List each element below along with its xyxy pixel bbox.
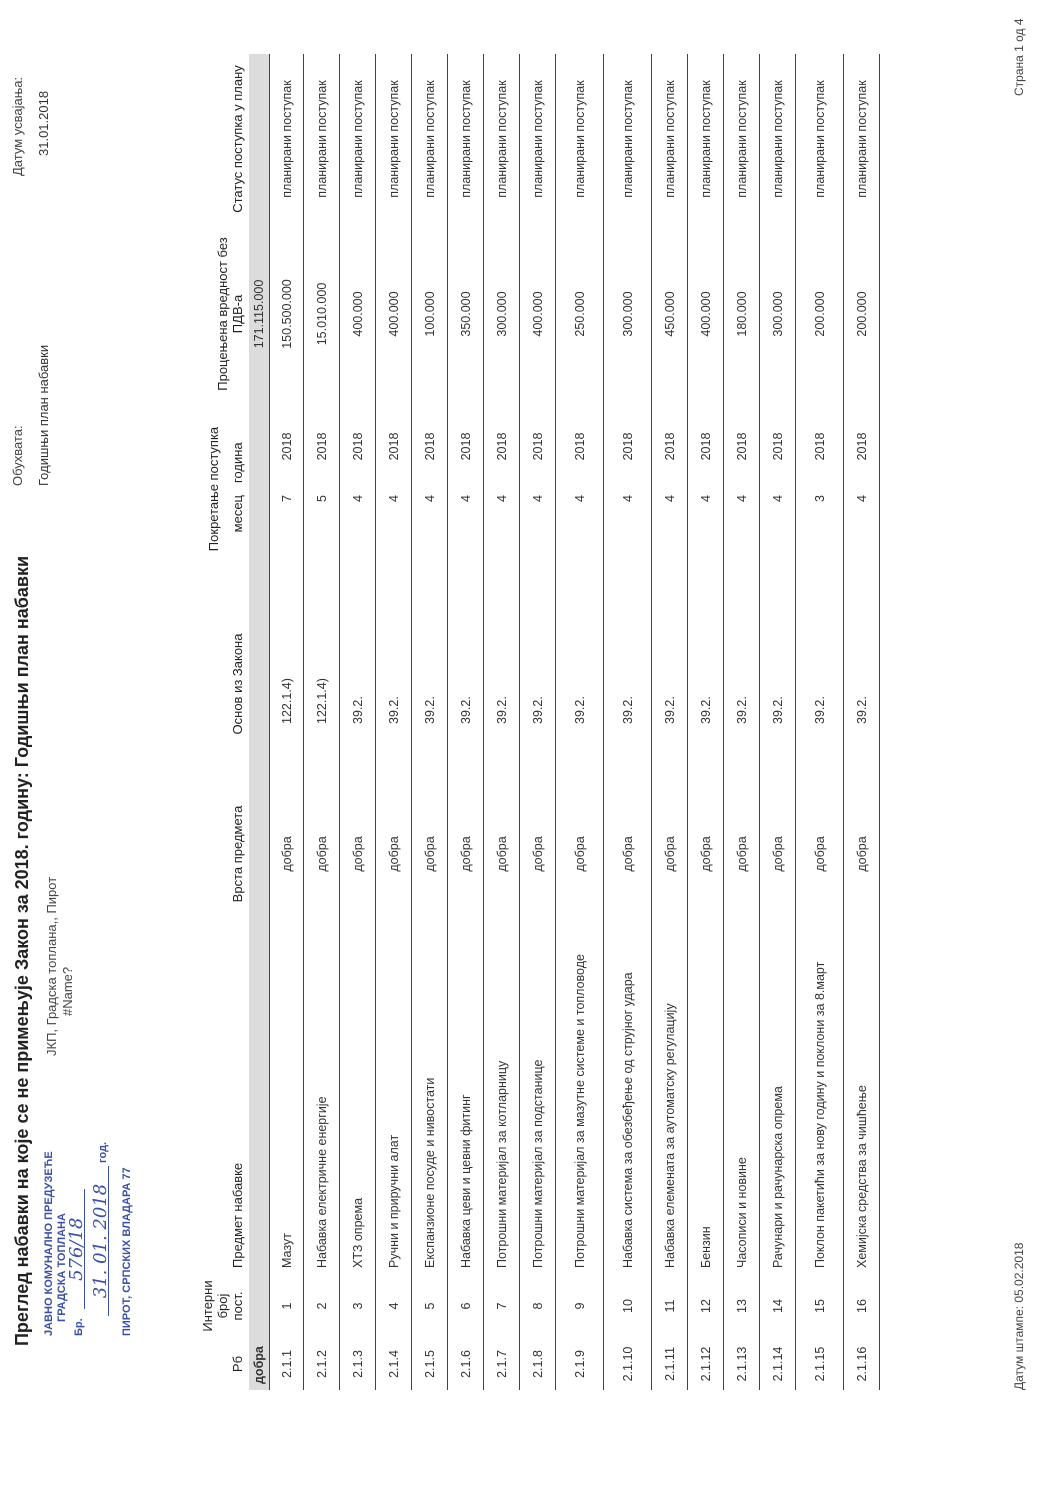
row-estimated-value: 200.000 xyxy=(844,224,880,404)
row-estimated-value: 400.000 xyxy=(340,224,376,404)
row-year: 2018 xyxy=(688,404,724,489)
name-field: #Name? xyxy=(60,966,75,1016)
row-subject: Набавка елемената за аутоматску регулацију xyxy=(652,914,688,1274)
row-month: 4 xyxy=(604,489,652,574)
row-month: 4 xyxy=(652,489,688,574)
row-rb: 2.1.14 xyxy=(760,1338,796,1390)
row-status: планирани поступак xyxy=(760,54,796,224)
scope-label: Обухвата: xyxy=(10,425,25,486)
category-total: 171.115.000 xyxy=(249,224,270,404)
row-month: 4 xyxy=(412,489,448,574)
row-internal-number: 7 xyxy=(484,1274,520,1338)
row-month: 7 xyxy=(270,489,304,574)
row-rb: 2.1.3 xyxy=(340,1338,376,1390)
stamp-line-1: ЈАВНО КОМУНАЛНО ПРЕДУЗЕЋЕ xyxy=(43,1151,55,1336)
table-row xyxy=(304,54,340,1390)
row-month: 4 xyxy=(724,489,760,574)
row-status: планирани поступак xyxy=(688,54,724,224)
row-internal-number: 5 xyxy=(412,1274,448,1338)
row-subject: Потрошни материјал за подстанице xyxy=(520,914,556,1274)
row-rb: 2.1.13 xyxy=(724,1338,760,1390)
row-rb: 2.1.7 xyxy=(484,1338,520,1390)
row-estimated-value: 400.000 xyxy=(520,224,556,404)
scope-value: Годишњи план набавки xyxy=(36,344,51,486)
row-type: добра xyxy=(484,794,520,914)
row-internal-number: 10 xyxy=(604,1274,652,1338)
row-rb: 2.1.5 xyxy=(412,1338,448,1390)
row-subject: Часописи и новине xyxy=(724,914,760,1274)
category-row xyxy=(249,54,270,1390)
row-estimated-value: 300.000 xyxy=(760,224,796,404)
row-subject: Поклон пакетићи за нову годину и поклони за 8.март xyxy=(796,914,844,1274)
row-rb: 2.1.10 xyxy=(604,1338,652,1390)
table-row xyxy=(796,54,844,1390)
row-rb: 2.1.4 xyxy=(376,1338,412,1390)
row-internal-number: 9 xyxy=(556,1274,604,1338)
row-subject: Набавка цеви и цевни фитинг xyxy=(448,914,484,1274)
row-rb: 2.1.6 xyxy=(448,1338,484,1390)
row-status: планирани поступак xyxy=(340,54,376,224)
row-internal-number: 14 xyxy=(760,1274,796,1338)
row-subject: Потрошни материјал за котларницу xyxy=(484,914,520,1274)
header-subject: Предмет набавке xyxy=(230,1162,245,1268)
row-subject: Бензин xyxy=(688,914,724,1274)
row-year: 2018 xyxy=(760,404,796,489)
document-title: Преглед набавки на које се не примењује Закон за 2018. годину: Годишњи план набавки xyxy=(12,555,32,1346)
row-basis: 39.2. xyxy=(556,574,604,794)
row-basis: 39.2. xyxy=(652,574,688,794)
header-type: Врста предмета xyxy=(230,805,245,903)
row-basis: 39.2. xyxy=(688,574,724,794)
row-subject: Набавка система за обезбеђење од струјног удара xyxy=(604,914,652,1274)
table-row xyxy=(376,54,412,1390)
row-subject: Потрошни материјал за мазутне системе и топловоде xyxy=(556,914,604,1274)
row-subject: Рачунари и рачунарска опрема xyxy=(760,914,796,1274)
row-estimated-value: 300.000 xyxy=(604,224,652,404)
row-basis: 39.2. xyxy=(844,574,880,794)
row-year: 2018 xyxy=(376,404,412,489)
table-row xyxy=(412,54,448,1390)
header-status: Статус поступка у плану xyxy=(230,65,245,213)
row-subject: Хемијска средства за чишћење xyxy=(844,914,880,1274)
row-internal-number: 11 xyxy=(652,1274,688,1338)
row-basis: 39.2. xyxy=(376,574,412,794)
row-status: планирани поступак xyxy=(304,54,340,224)
row-internal-number: 3 xyxy=(340,1274,376,1338)
row-basis: 39.2. xyxy=(724,574,760,794)
row-type: добра xyxy=(604,794,652,914)
row-year: 2018 xyxy=(556,404,604,489)
row-type: добра xyxy=(652,794,688,914)
header-rb: Рб xyxy=(230,1355,245,1373)
row-subject: Експанзионе посуде и нивостати xyxy=(412,914,448,1274)
stamp-line-2: ГРАДСКА ТОПЛАНА xyxy=(56,1213,68,1322)
row-month: 4 xyxy=(376,489,412,574)
row-subject: Мазут xyxy=(270,914,304,1274)
row-rb: 2.1.11 xyxy=(652,1338,688,1390)
row-estimated-value: 100.000 xyxy=(412,224,448,404)
row-estimated-value: 180.000 xyxy=(724,224,760,404)
row-type: добра xyxy=(760,794,796,914)
row-type: добра xyxy=(304,794,340,914)
stamp-date-suffix: год. xyxy=(97,1141,109,1163)
row-year: 2018 xyxy=(270,404,304,489)
header-estimated-value: Процењена вредност без ПДВ-а xyxy=(215,237,245,391)
row-basis: 39.2. xyxy=(796,574,844,794)
table-row xyxy=(724,54,760,1390)
row-type: добра xyxy=(556,794,604,914)
row-year: 2018 xyxy=(652,404,688,489)
row-type: добра xyxy=(688,794,724,914)
row-internal-number: 4 xyxy=(376,1274,412,1338)
row-year: 2018 xyxy=(448,404,484,489)
row-status: планирани поступак xyxy=(376,54,412,224)
row-year: 2018 xyxy=(796,404,844,489)
row-internal-number: 12 xyxy=(688,1274,724,1338)
row-status: планирани поступак xyxy=(844,54,880,224)
row-status: планирани поступак xyxy=(484,54,520,224)
row-estimated-value: 450.000 xyxy=(652,224,688,404)
organization-name: ЈКП, Градска топлана,, Пирот xyxy=(44,876,59,1056)
row-rb: 2.1.16 xyxy=(844,1338,880,1390)
row-type: добра xyxy=(796,794,844,914)
row-rb: 2.1.9 xyxy=(556,1338,604,1390)
row-rb: 2.1.12 xyxy=(688,1338,724,1390)
header-internal-number: Интерни број пост. xyxy=(200,1280,245,1332)
row-internal-number: 8 xyxy=(520,1274,556,1338)
stamp-number-label: Бр. xyxy=(73,1318,85,1336)
row-year: 2018 xyxy=(304,404,340,489)
table-row xyxy=(340,54,376,1390)
row-basis: 39.2. xyxy=(412,574,448,794)
print-date: Датум штампе: 05.02.2018 xyxy=(1012,1242,1026,1390)
row-status: планирани поступак xyxy=(270,54,304,224)
row-type: добра xyxy=(376,794,412,914)
row-year: 2018 xyxy=(844,404,880,489)
row-status: планирани поступак xyxy=(604,54,652,224)
row-rb: 2.1.1 xyxy=(270,1338,304,1390)
stamp-address: ПИРОТ, СРПСКИХ ВЛАДАРА 77 xyxy=(121,1167,133,1336)
row-subject: Ручни и приручни алат xyxy=(376,914,412,1274)
row-estimated-value: 200.000 xyxy=(796,224,844,404)
row-type: добра xyxy=(520,794,556,914)
row-internal-number: 2 xyxy=(304,1274,340,1338)
row-status: планирани поступак xyxy=(796,54,844,224)
table-row xyxy=(844,54,880,1390)
row-basis: 122.1.4) xyxy=(270,574,304,794)
row-internal-number: 1 xyxy=(270,1274,304,1338)
row-year: 2018 xyxy=(724,404,760,489)
row-internal-number: 15 xyxy=(796,1274,844,1338)
procurement-table xyxy=(198,54,880,1390)
row-estimated-value: 350.000 xyxy=(448,224,484,404)
header-basis: Основ из Закона xyxy=(230,633,245,735)
row-month: 4 xyxy=(484,489,520,574)
registry-stamp xyxy=(42,1076,152,1336)
row-estimated-value: 150.500.000 xyxy=(270,224,304,404)
table-row xyxy=(604,54,652,1390)
table-row xyxy=(760,54,796,1390)
row-month: 3 xyxy=(796,489,844,574)
row-internal-number: 6 xyxy=(448,1274,484,1338)
category-name: добра xyxy=(249,404,270,1390)
row-status: планирани поступак xyxy=(652,54,688,224)
approval-date-label: Датум усвајања: xyxy=(10,76,25,176)
table-row xyxy=(484,54,520,1390)
row-internal-number: 16 xyxy=(844,1274,880,1338)
row-year: 2018 xyxy=(520,404,556,489)
row-month: 5 xyxy=(304,489,340,574)
header-month: месец xyxy=(230,495,245,533)
row-basis: 39.2. xyxy=(484,574,520,794)
row-year: 2018 xyxy=(604,404,652,489)
row-internal-number: 13 xyxy=(724,1274,760,1338)
header-procedure-start: Покретање поступка xyxy=(205,426,221,552)
stamp-number-value: 576/18 xyxy=(70,1189,85,1309)
table-row xyxy=(520,54,556,1390)
row-estimated-value: 15.010.000 xyxy=(304,224,340,404)
row-month: 4 xyxy=(688,489,724,574)
row-basis: 39.2. xyxy=(448,574,484,794)
table-row xyxy=(688,54,724,1390)
row-estimated-value: 250.000 xyxy=(556,224,604,404)
row-estimated-value: 400.000 xyxy=(376,224,412,404)
row-status: планирани поступак xyxy=(448,54,484,224)
row-status: планирани поступак xyxy=(520,54,556,224)
row-estimated-value: 300.000 xyxy=(484,224,520,404)
table-row xyxy=(556,54,604,1390)
table-row xyxy=(448,54,484,1390)
row-year: 2018 xyxy=(484,404,520,489)
stamp-date-value: 31. 01. 2018 xyxy=(94,1166,109,1316)
row-type: добра xyxy=(724,794,760,914)
approval-date-value: 31.01.2018 xyxy=(36,90,51,156)
row-rb: 2.1.8 xyxy=(520,1338,556,1390)
row-rb: 2.1.2 xyxy=(304,1338,340,1390)
table-row xyxy=(270,54,304,1390)
row-year: 2018 xyxy=(340,404,376,489)
table-row xyxy=(652,54,688,1390)
row-status: планирани поступак xyxy=(412,54,448,224)
row-type: добра xyxy=(412,794,448,914)
row-estimated-value: 400.000 xyxy=(688,224,724,404)
row-month: 4 xyxy=(340,489,376,574)
row-rb: 2.1.15 xyxy=(796,1338,844,1390)
row-month: 4 xyxy=(448,489,484,574)
row-status: планирани поступак xyxy=(724,54,760,224)
row-month: 4 xyxy=(520,489,556,574)
row-month: 4 xyxy=(760,489,796,574)
row-month: 4 xyxy=(844,489,880,574)
row-type: добра xyxy=(270,794,304,914)
row-year: 2018 xyxy=(412,404,448,489)
row-basis: 39.2. xyxy=(604,574,652,794)
row-basis: 39.2. xyxy=(340,574,376,794)
row-basis: 39.2. xyxy=(760,574,796,794)
row-status: планирани поступак xyxy=(556,54,604,224)
row-type: добра xyxy=(844,794,880,914)
row-subject: ХТЗ опрема xyxy=(340,914,376,1274)
row-subject: Набавка електричне енергије xyxy=(304,914,340,1274)
page-number: Страна 1 од 4 xyxy=(1012,18,1026,96)
row-basis: 122.1.4) xyxy=(304,574,340,794)
row-type: добра xyxy=(340,794,376,914)
row-type: добра xyxy=(448,794,484,914)
header-row-top xyxy=(198,54,221,1390)
row-basis: 39.2. xyxy=(520,574,556,794)
header-year: година xyxy=(230,442,245,483)
row-month: 4 xyxy=(556,489,604,574)
